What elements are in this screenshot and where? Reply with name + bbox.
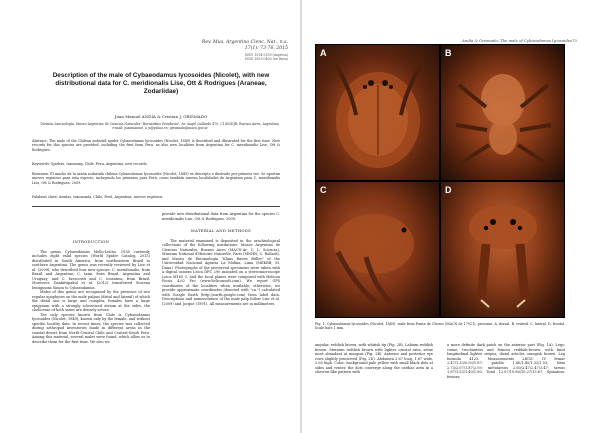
methods-paragraph: The material examined is deposited in the arachnological collections of the following institutions: Museo Argentino de Ciencias Naturales, Buenos Aires (MACN-Ar; C. L. Scioscia), Museum National d'Histoire Naturelle, Paris (MNHN; C. Rollard), and Museo de Entomología "Klaus Raven Büller" of the Universidad Nacional Agraria La Molina, Lima (MEKRB; M. Dana). Photographs of the preserved specimens were taken with a digital camera Leica DFC 290 mounted on a stereomicroscope Leica M165 C, and the focal planes were composed with Helicon Focus 4.62 Pro (www.heliconsoft.com). We report GPS coordinates of the localities when available; otherwise, we provide approximate coordinates (denoted with "ca.") calculated with Google Earth (http://earth.google.com) from label data. Descriptions and nomenclature of the male palp follow Lise et al. (2009) and Jocqué (1991). All measurements are in millimeters. [162,238,280,306]
resumen: Resumen: El macho de la araña zodariida chilena Cybaeodamus lycosoides (Nicolet, 1849) es descripto e ilustrado por primera vez. Se aportan nuevos registros para esta especie, incluyendo los primeros para Perú, como también nuevas localidades de Argentina para C. meridionalis Lise, Ott & Rodrigues, 2009. [32,172,280,185]
right-column-1: angular, reddish brown, with whitish tip (Fig. 2B). Labium reddish brown. Sternum reddish brown with lighter central area, setae most abundant at margins (Fig. 2B). Anterior and posterior eye rows slightly procurved (Fig. 2D). Abdomen 2.67 long, 1.67 wide, 2.60 high. Color: background pale yellow with small black dots at sides and venter, the dots converge along the cardiac area in a chevron-like pattern with [315,343,434,374]
introduction-heading: INTRODUCTION [72,239,110,244]
intro-continuation: provide new distributional data from Argentina for the species C. meridionalis Lise, Ott & Rodrigues, 2009. [162,212,280,221]
frontal-prosoma-illustration [441,182,565,318]
journal-citation [118,40,288,51]
ventral-prosoma-illustration [441,45,565,181]
lateral-prosoma-illustration [316,182,440,318]
issn-print: ISSN 1514-5158 (impresa) [244,53,288,57]
panel-d-frontal [440,181,565,318]
palabras-clave: Palabras clave: Arañas, taxonomía, Chile, Perú, Argentina, nuevos registros. [32,195,164,199]
column-right [162,212,280,306]
panel-label-d: D [445,185,452,195]
figure-plate [315,44,565,318]
panel-label-b: B [445,48,452,58]
panel-b-ventral [440,44,565,181]
panel-a-dorsal [315,44,440,181]
article-title: Description of the male of Cybaeodamus lycosoides (Nicolet), with new distributional data for C. meridionalis Lise, Ott & Rodrigues (Araneae, Zodariidae) [52,72,270,95]
issn-block [118,53,288,61]
intro-paragraph-2: Males of this genus are recognized by the presence of two regular apophyses on the male palpus (distal and lateral) of which the distal one is large and complex; females have a large epigynum with a strongly sclerotized atrium at the sides, the chelicerae of both sexes are densely setose. [32,290,150,312]
column-left [32,236,150,344]
running-head: Andía & Grismado: The male of Cybaeodamus lycosoides [462,38,572,43]
article-authors: Juan Manuel ANDÍA & Cristian J. GRISMADO [114,114,208,119]
intro-paragraph-3: The only species known from Chile is Cybaeodamus lycosoides (Nicolet, 1849), known only by the female, and without specific locality data. In recent times, the species was collected during arthropod inventories made in different areas in the coastal desert from North-Central Chile and Central-South Peru. Among this material, several males were found, which allow us to describe them for the first time. We also we [32,312,150,344]
issn-online: ISSN 1853-0400 (en línea) [244,57,288,62]
intro-paragraph-1: The genus Cybaeodamus Mello-Leitão, 1938 currently includes eight valid species (World Spider Catalog, 2015) distributed in South America, from northeastern Brazil to southern Argentina. The genus was recently reviewed by Lise et al. (2009), who described four new species: C. meridionalis, from Brazil and Argentina; C. taim, from Brazil, Argentina and Uruguay; and C. brescoviti and C. tocantins, from Brazil. Moreover, Dankittipakul et al. (2012) transferred Storena lentiginosa Simon to Cybaeodamus. [32,249,150,290]
page-number: 73 [572,38,577,43]
panel-label-c: C [320,185,327,195]
journal-volume: 17(1): 73-76, 2015 [244,45,288,51]
right-column-2: a more definite dark patch on the anterior part (Fig. 1A). Legs: coxae, trochanters and femora reddish-brown, with faint longitudinal lighter stripes; distal articles orangish brown. Leg formula 4123. Measurements LEGS: IV femur 2.47/1.33/0.93/1.87; patella 1.40/1.40/1.33/1.53; tibia 2.73/2.07/1.87/2.93; metatarsus 2.60/2.47/2.47/3.47; tarsus 1.87/1.53/1.40/1.80. Total 12.07/10.80/10.27/13.67. Spination: femora [447,343,565,379]
figure-caption: Fig. 1. Cybaeodamus lycosoides (Nicolet, 1849), male from Punta de Choros (MACN-Ar 17021), prosoma. A, dorsal. B, ventral. C, lateral. D, frontal. Scale bars 1 mm. [315,322,565,331]
panel-c-lateral [315,181,440,318]
section-divider [32,206,280,207]
methods-heading: MATERIAL AND METHODS [190,228,252,233]
dorsal-prosoma-illustration [316,45,440,181]
keywords: Keywords: Spiders, taxonomy, Chile, Peru, Argentina, new records. [32,162,148,166]
journal-name: Rev. Mus. Argentino Cienc. Nat., n.s. [201,40,288,45]
abstract: Abstract: The male of the Chilean zodariid spider Cybaeodamus lycosoides (Nicolet, 1849) is described and illustrated for the first time. New records for this species are provided, including the first from Peru, as also new localities from Argentina for C. meridionalis Lise, Ott & Rodrigues. [32,139,280,152]
panel-label-a: A [320,48,327,58]
author-affiliation: División Aracnología, Museo Argentino de Ciencias Naturales "Bernardino Rivadavia", Av. Ángel Gallardo 470, C1405DJR, Buenos Aires, Argentina; e-mail: juanmanuel_a_n@yahoo.es; grismado@macn.gov.ar [40,122,280,131]
